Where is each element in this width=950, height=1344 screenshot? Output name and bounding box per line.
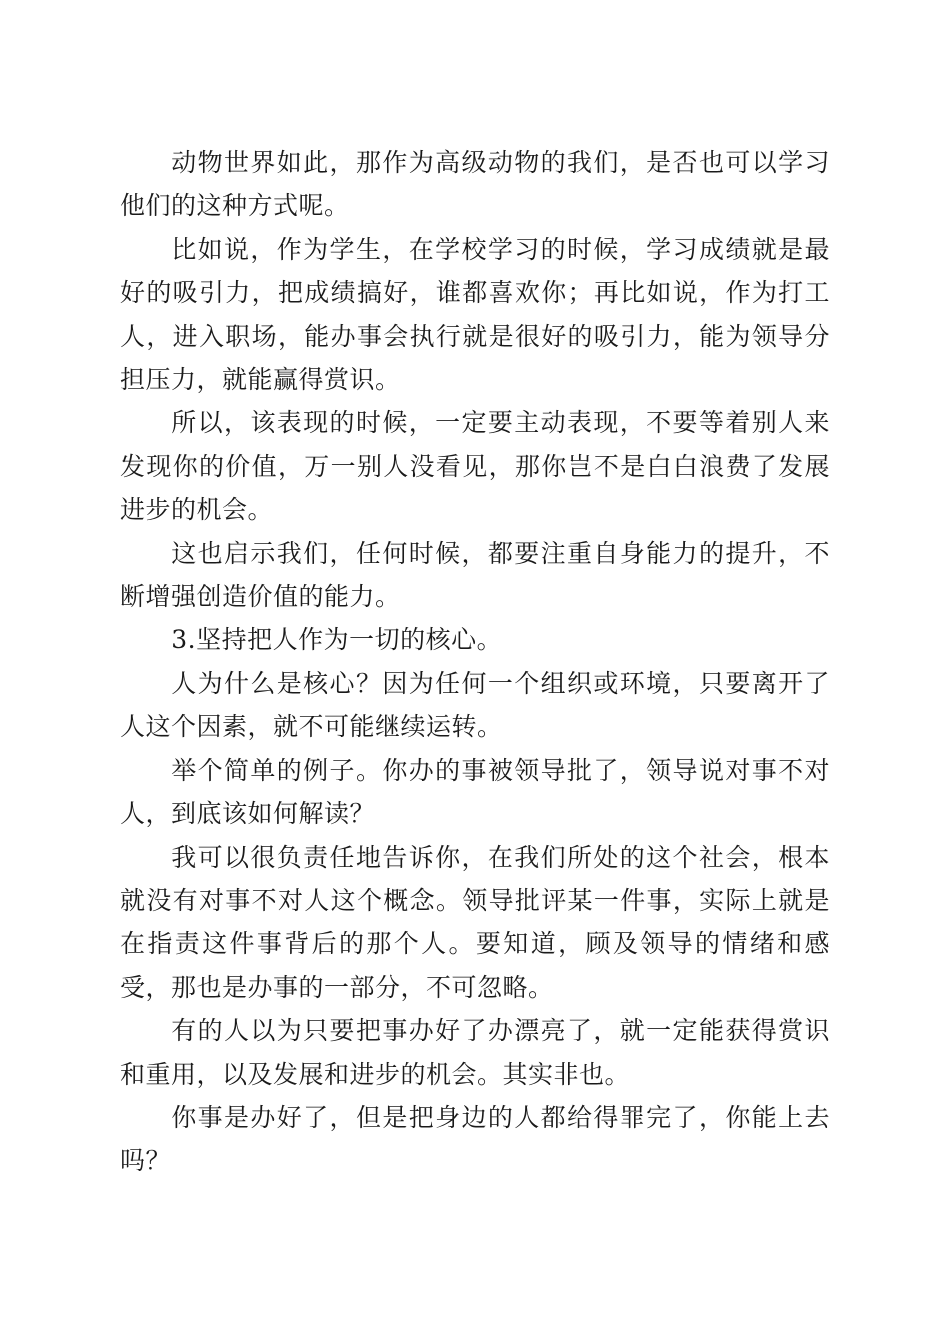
paragraph: 比如说，作为学生，在学校学习的时候，学习成绩就是最好的吸引力，把成绩搞好，谁都喜欢你；再比如说，作为打工人，进入职场，能办事会执行就是很好的吸引力，能为领导分担压力，就能赢得赏识。: [120, 234, 830, 395]
paragraph: 我可以很负责任地告诉你，在我们所处的这个社会，根本就没有对事不对人这个概念。领导批评某一件事，实际上就是在指责这件事背后的那个人。要知道，顾及领导的情绪和感受，那也是办事的一部分，不可忽略。: [120, 842, 830, 1002]
paragraph: 有的人以为只要把事办好了办漂亮了，就一定能获得赏识和重用，以及发展和进步的机会。其实非也。: [120, 1016, 830, 1089]
section-heading: 3.坚持把人作为一切的核心。: [171, 625, 503, 655]
paragraph: 你事是办好了，但是把身边的人都给得罪完了，你能上去吗？: [120, 1102, 830, 1176]
paragraph: 人为什么是核心？因为任何一个组织或环境，只要离开了人这个因素，就不可能继续运转。: [120, 668, 830, 742]
paragraph: 举个简单的例子。你办的事被领导批了，领导说对事不对人，到底该如何解读？: [120, 755, 830, 829]
paragraph: 动物世界如此，那作为高级动物的我们，是否也可以学习他们的这种方式呢。: [120, 148, 830, 221]
paragraph: 所以，该表现的时候，一定要主动表现，不要等着别人来发现你的价值，万一别人没看见，那你岂不是白白浪费了发展进步的机会。: [120, 408, 830, 525]
paragraph: 这也启示我们，任何时候，都要注重自身能力的提升，不断增强创造价值的能力。: [120, 538, 830, 612]
document-body: [120, 141, 830, 1183]
